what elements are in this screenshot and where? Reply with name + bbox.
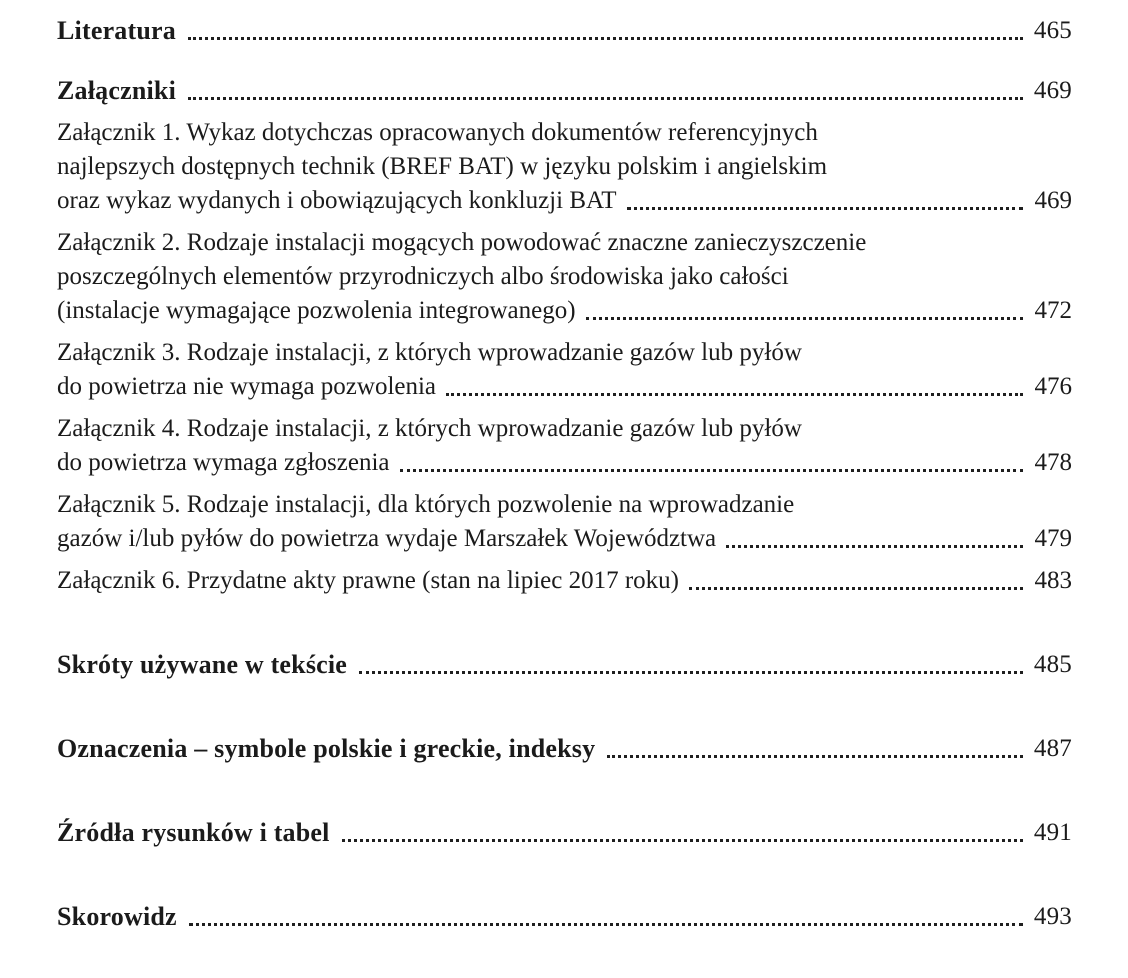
toc-entry-text: gazów i/lub pyłów do powietrza wydaje Marszałek Województwa: [57, 525, 717, 552]
dot-leader: [188, 97, 1023, 100]
toc-entry-text: do powietrza nie wymaga pozwolenia: [57, 373, 437, 400]
page-number: 476: [1034, 373, 1072, 400]
toc-entry-line: [57, 412, 1072, 446]
toc-entry: [57, 226, 1072, 328]
page-number: 472: [1034, 297, 1072, 324]
toc-entry-last-line: [57, 74, 1072, 108]
page-number: 478: [1034, 449, 1072, 476]
dot-leader: [446, 393, 1023, 396]
toc-entry-text: Literatura: [57, 16, 176, 45]
dot-leader: [400, 469, 1023, 472]
table-of-contents: [57, 14, 1072, 934]
toc-entry-text: Załącznik 4. Rodzaje instalacji, z których wprowadzanie gazów lub pyłów: [57, 415, 802, 442]
toc-entry: [57, 816, 1072, 850]
toc-entry-text: Załącznik 5. Rodzaje instalacji, dla których pozwolenie na wprowadzanie: [57, 491, 795, 518]
toc-entry: [57, 336, 1072, 404]
toc-entry-text: Załączniki: [57, 76, 177, 105]
dot-leader: [607, 755, 1023, 758]
toc-entry: [57, 74, 1072, 108]
page-number: 487: [1033, 735, 1072, 762]
toc-entry-last-line: [57, 446, 1072, 480]
toc-entry-last-line: [57, 522, 1072, 556]
toc-entry-last-line: [57, 184, 1072, 218]
toc-entry-last-line: [57, 564, 1072, 598]
toc-entry-text: Oznaczenia – symbole polskie i greckie, indeksy: [57, 734, 596, 763]
dot-leader: [627, 207, 1023, 210]
dot-leader: [359, 671, 1023, 674]
toc-entry-text: Załącznik 3. Rodzaje instalacji, z których wprowadzanie gazów lub pyłów: [57, 339, 802, 366]
page-number: 493: [1033, 903, 1072, 930]
page-number: 469: [1034, 187, 1072, 214]
toc-entry-last-line: [57, 370, 1072, 404]
dot-leader: [188, 37, 1023, 40]
toc-entry: [57, 564, 1072, 598]
toc-entry-last-line: [57, 14, 1072, 48]
toc-entry-line: [57, 116, 1072, 150]
toc-entry-line: [57, 488, 1072, 522]
page-number: 469: [1033, 77, 1072, 104]
dot-leader: [586, 317, 1023, 320]
dot-leader: [189, 923, 1023, 926]
page-number: 465: [1033, 17, 1072, 44]
toc-entry-text: Załącznik 6. Przydatne akty prawne (stan na lipiec 2017 roku): [57, 567, 679, 594]
toc-entry-text: oraz wykaz wydanych i obowiązujących konkluzji BAT: [57, 187, 617, 214]
toc-entry-line: [57, 260, 1072, 294]
toc-entry-last-line: [57, 816, 1072, 850]
toc-entry-line: [57, 150, 1072, 184]
page-number: 479: [1034, 525, 1072, 552]
toc-entry-last-line: [57, 294, 1072, 328]
toc-entry-text: Skorowidz: [57, 902, 177, 931]
toc-entry-last-line: [57, 732, 1072, 766]
toc-entry-line: [57, 336, 1072, 370]
toc-entry-text: (instalacje wymagające pozwolenia integrowanego): [57, 297, 576, 324]
toc-entry: [57, 116, 1072, 218]
toc-entry-text: Skróty używane w tekście: [57, 650, 348, 679]
toc-entry-text: Załącznik 2. Rodzaje instalacji mogących powodować znaczne zanieczyszczenie: [57, 229, 867, 256]
toc-entry: [57, 412, 1072, 480]
toc-entry-text: do powietrza wymaga zgłoszenia: [57, 449, 390, 476]
toc-entry-line: [57, 226, 1072, 260]
toc-entry: [57, 488, 1072, 556]
toc-entry: [57, 900, 1072, 934]
page-number: 485: [1033, 651, 1072, 678]
toc-entry: [57, 14, 1072, 48]
toc-entry-text: najlepszych dostępnych technik (BREF BAT) w języku polskim i angielskim: [57, 153, 828, 180]
page-number: 491: [1033, 819, 1072, 846]
dot-leader: [726, 545, 1023, 548]
toc-entry-text: poszczególnych elementów przyrodniczych albo środowiska jako całości: [57, 263, 789, 290]
toc-entry-last-line: [57, 648, 1072, 682]
toc-entry: [57, 648, 1072, 682]
toc-entry-last-line: [57, 900, 1072, 934]
toc-entry: [57, 732, 1072, 766]
page-number: 483: [1034, 567, 1072, 594]
dot-leader: [342, 839, 1023, 842]
toc-entry-text: Załącznik 1. Wykaz dotychczas opracowanych dokumentów referencyjnych: [57, 119, 818, 146]
dot-leader: [689, 587, 1023, 590]
toc-entry-text: Źródła rysunków i tabel: [57, 818, 330, 847]
